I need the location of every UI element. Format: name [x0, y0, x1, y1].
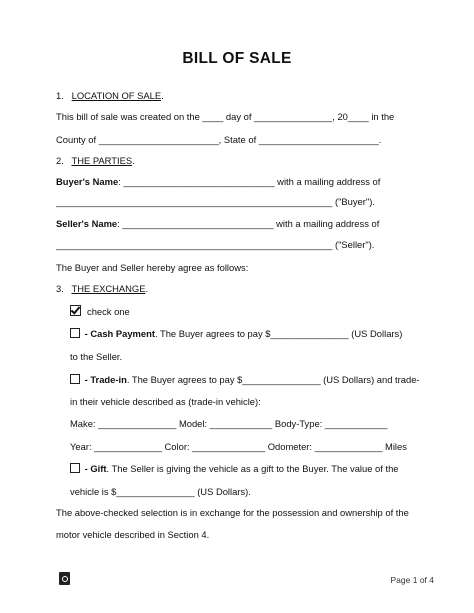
cash-payment-text: . The Buyer agrees to pay $_______________ (US Dollars)	[154, 328, 403, 339]
make-model-line: Make: _______________ Model: ____________ Body-Type: ____________	[70, 418, 388, 429]
section-1-number: 1.	[56, 90, 64, 101]
cash-payment-line	[70, 328, 402, 340]
trade-in-line	[70, 374, 420, 386]
check-one-line	[70, 305, 130, 318]
section-3-title: THE EXCHANGE	[71, 283, 146, 294]
cash-payment-label: - Cash Payment	[84, 328, 155, 339]
cash-payment-continuation: to the Seller.	[70, 351, 123, 362]
closing-line-1: The above-checked selection is in exchange for the possession and ownership of the	[56, 507, 409, 518]
seller-name-field: : _____________________________ with a mailing address of	[117, 218, 380, 229]
checked-checkbox-icon	[70, 305, 81, 316]
buyer-name-line	[56, 176, 380, 188]
document-title: BILL OF SALE	[182, 50, 292, 67]
gift-label: - Gift	[84, 463, 107, 474]
closing-line-2: motor vehicle described in Section 4.	[56, 529, 210, 540]
trade-in-checkbox[interactable]	[70, 374, 80, 384]
agreement-line: The Buyer and Seller hereby agree as follows:	[56, 262, 249, 273]
gift-line	[70, 463, 399, 475]
seller-address-line: _____________________________________________________ ("Seller").	[56, 239, 375, 250]
trade-in-continuation: in their vehicle described as (trade-in vehicle):	[70, 396, 261, 407]
trade-in-text: . The Buyer agrees to pay $_______________ (US Dollars) and trade-	[126, 374, 420, 385]
gift-continuation: vehicle is $_______________ (US Dollars).	[70, 486, 251, 497]
year-color-line: Year: _____________ Color: ______________ Odometer: _____________ Miles	[70, 441, 407, 452]
section-1-title: LOCATION OF SALE	[71, 90, 162, 101]
eforms-logo-icon	[59, 572, 70, 585]
section-2-heading	[56, 155, 135, 167]
page-number: Page 1 of 4	[390, 575, 434, 585]
buyer-address-line: _____________________________________________________ ("Buyer").	[56, 196, 375, 207]
section-3-heading	[56, 283, 148, 295]
section-2-title: THE PARTIES	[71, 155, 133, 166]
seller-name-label: Seller's Name	[56, 218, 118, 229]
section-2-title-end: .	[132, 155, 135, 166]
section-2-number: 2.	[56, 155, 64, 166]
gift-text: . The Seller is giving the vehicle as a gift to the Buyer. The value of the	[106, 463, 399, 474]
section-3-number: 3.	[56, 283, 64, 294]
seller-name-line	[56, 218, 379, 230]
county-state-line: County of _______________________, State of _______________________.	[56, 134, 382, 145]
sale-date-line: This bill of sale was created on the ____ day of _______________, 20____ in the	[56, 111, 395, 122]
cash-payment-checkbox[interactable]	[70, 328, 80, 338]
section-1-heading	[56, 90, 164, 102]
section-1-title-end: .	[161, 90, 164, 101]
section-3-title-end: .	[145, 283, 149, 294]
trade-in-label: - Trade-in	[84, 374, 127, 385]
buyer-name-label: Buyer's Name	[56, 176, 119, 187]
buyer-name-field: : _____________________________ with a mailing address of	[118, 176, 381, 187]
gift-checkbox[interactable]	[70, 463, 80, 473]
check-one-label: check one	[87, 306, 130, 317]
